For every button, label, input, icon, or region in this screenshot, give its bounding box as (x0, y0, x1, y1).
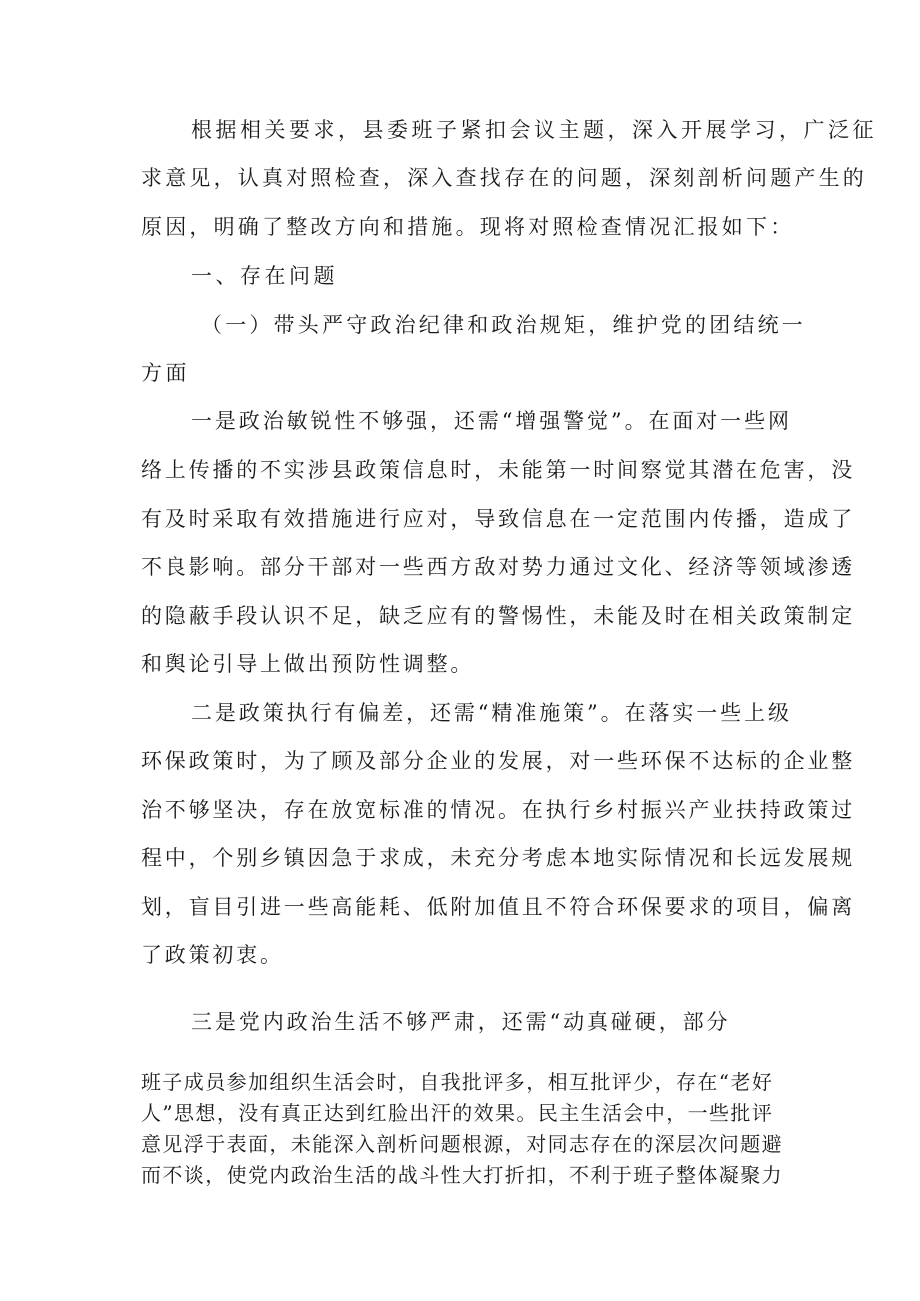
point2-line-2: 环保政策时，为了顾及部分企业的发展，对一些环保不达标的企业整 (141, 749, 855, 773)
point3-line-4: 而不谈，使党内政治生活的战斗性大打折扣，不利于班子整体凝聚力 (141, 1163, 783, 1187)
point1-line-5: 的隐蔽手段认识不足，缺乏应有的警惕性，未能及时在相关政策制定 (141, 604, 855, 628)
point1-line-3: 有及时采取有效措施进行应对，导致信息在一定范围内传播，造成了 (141, 507, 855, 531)
point1-line-6: 和舆论引导上做出预防性调整。 (141, 652, 475, 676)
point3-line-1: 班子成员参加组织生活会时，自我批评多，相互批评少，存在“老好 (141, 1070, 774, 1094)
intro-line-2: 求意见，认真对照检查，深入查找存在的问题，深刻剖析问题产生的 (141, 166, 867, 190)
point3-line-3: 意见浮于表面，未能深入剖析问题根源，对同志存在的深层次问题避 (141, 1132, 783, 1156)
point2-line-6: 了政策初衷。 (141, 943, 284, 967)
point3-line-head: 三是党内政治生活不够严肃，还需“动真碰硬，部分 (191, 1010, 731, 1034)
point1-line-4: 不良影响。部分干部对一些西方敌对势力通过文化、经济等领域渗透 (141, 555, 855, 579)
point2-line-1: 二是政策执行有偏差，还需“精准施策”。在落实一些上级 (191, 701, 792, 725)
point1-line-2: 络上传播的不实涉县政策信息时，未能第一时间察觉其潜在危害，没 (141, 458, 855, 482)
section-heading: 一、存在问题 (191, 264, 338, 288)
point2-line-4: 程中，个别乡镇因急于求成，未充分考虑本地实际情况和长远发展规 (141, 846, 855, 870)
point3-line-2: 人”思想，没有真正达到红脸出汗的效果。民主生活会中，一些批评 (141, 1101, 774, 1125)
subsection-heading-line-2: 方面 (141, 361, 190, 385)
point2-line-3: 治不够坚决，存在放宽标准的情况。在执行乡村振兴产业扶持政策过 (141, 798, 855, 822)
point1-line-1: 一是政治敏锐性不够强，还需“增强警觉”。在面对一些网 (191, 409, 792, 433)
intro-line-1: 根据相关要求，县委班子紧扣会议主题，深入开展学习，广泛征 (191, 118, 877, 142)
intro-line-3: 原因，明确了整改方向和措施。现将对照检查情况汇报如下： (141, 215, 795, 239)
subsection-heading-line-1: （一）带头严守政治纪律和政治规矩，维护党的团结统一 (201, 313, 806, 337)
point2-line-5: 划，盲目引进一些高能耗、低附加值且不符合环保要求的项目，偏离 (141, 895, 855, 919)
